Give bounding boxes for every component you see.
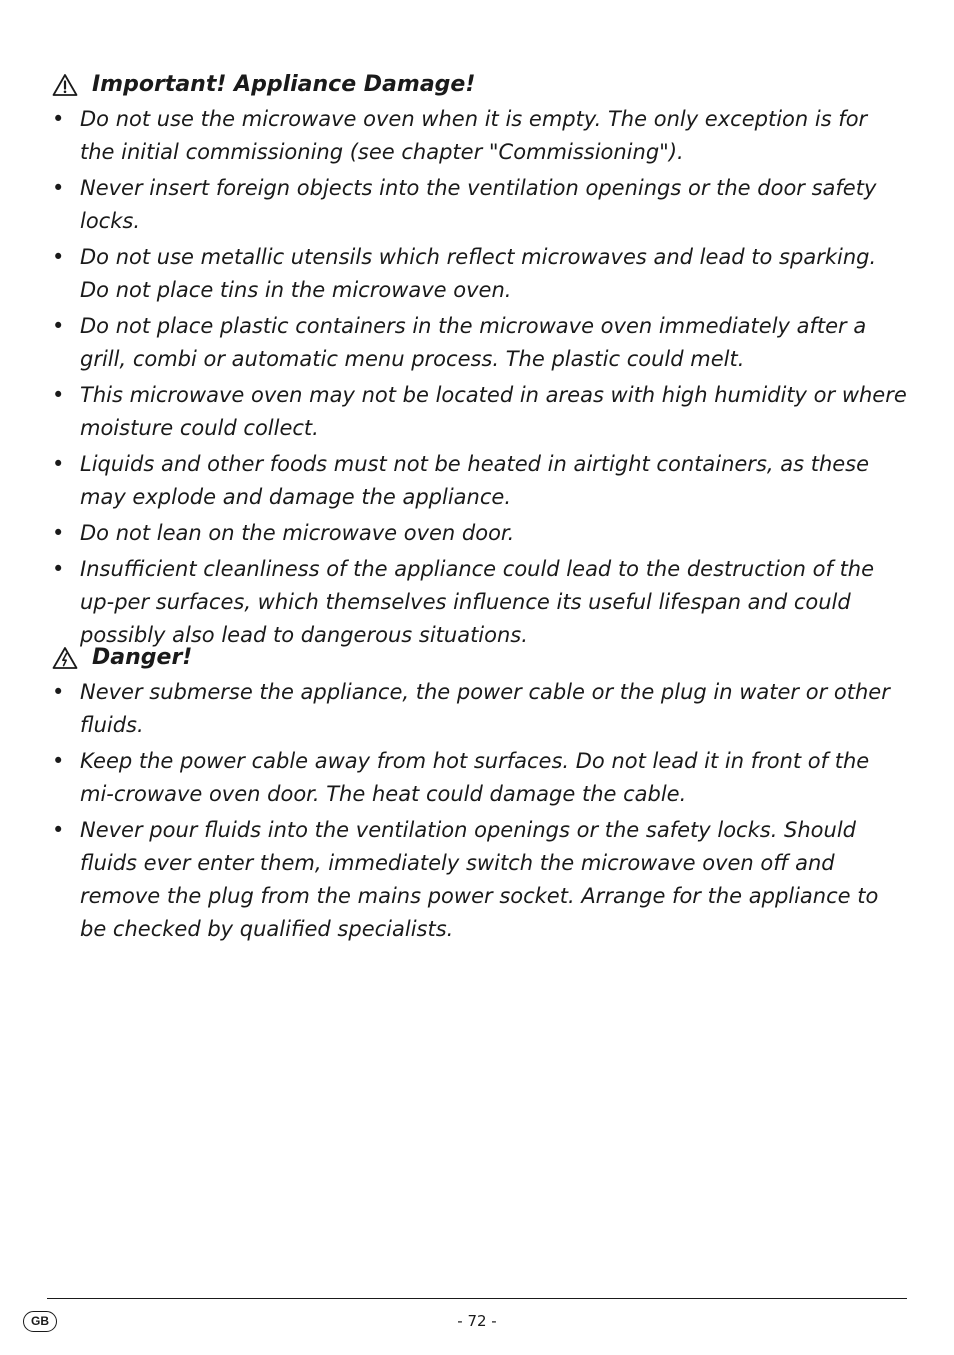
bullet-icon: • — [52, 245, 65, 269]
list-item: • This microwave oven may not be located in areas with high humidity or where moisture could collect. — [52, 379, 908, 445]
warning-triangle-icon — [52, 646, 78, 670]
bullet-icon: • — [52, 176, 65, 200]
section-heading-appliance-damage — [52, 70, 475, 100]
list-item: • Do not use the microwave oven when it is empty. The only exception is for the initial commissioning (see chapter "Commissioning"). — [52, 103, 908, 169]
footer-divider — [47, 1298, 907, 1299]
bullet-icon: • — [52, 521, 65, 545]
bullet-icon: • — [52, 314, 65, 338]
list-item: • Liquids and other foods must not be heated in airtight containers, as these may explode and damage the appliance. — [52, 448, 908, 514]
list-item: • Keep the power cable away from hot surfaces. Do not lead it in front of the mi-crowave oven door. The heat could damage the cable. — [52, 745, 908, 811]
appliance-damage-list — [52, 103, 908, 655]
country-code-badge: GB — [23, 1311, 57, 1332]
list-item: • Do not use metallic utensils which reflect microwaves and lead to sparking. Do not place tins in the microwave oven. — [52, 241, 908, 307]
bullet-icon: • — [52, 818, 65, 842]
bullet-icon: • — [52, 557, 65, 581]
list-item: • Never insert foreign objects into the ventilation openings or the door safety locks. — [52, 172, 908, 238]
page-number: - 72 - — [457, 1312, 497, 1330]
list-item: • Never submerse the appliance, the power cable or the plug in water or other fluids. — [52, 676, 908, 742]
bullet-icon: • — [52, 680, 65, 704]
list-item: • Never pour fluids into the ventilation openings or the safety locks. Should fluids ever enter them, immediately switch the microwave oven off and remove the plug from the mains power socket. Arrange for the appliance to be checked by qualified specialists. — [52, 814, 908, 946]
warning-triangle-icon — [52, 73, 78, 97]
list-item: • Insufficient cleanliness of the appliance could lead to the destruction of the up-per surfaces, which themselves influence its useful lifespan and could possibly also lead to dangerous situations. — [52, 553, 908, 652]
list-item: • Do not place plastic containers in the microwave oven immediately after a grill, combi or automatic menu process. The plastic could melt. — [52, 310, 908, 376]
section-heading-text: Danger! — [92, 645, 193, 670]
bullet-icon: • — [52, 452, 65, 476]
section-heading-text: Important! Appliance Damage! — [92, 72, 476, 97]
bullet-icon: • — [52, 107, 65, 131]
danger-list — [52, 676, 908, 949]
list-item: • Do not lean on the microwave oven door. — [52, 517, 908, 550]
bullet-icon: • — [52, 383, 65, 407]
section-heading-danger — [52, 643, 192, 673]
bullet-icon: • — [52, 749, 65, 773]
